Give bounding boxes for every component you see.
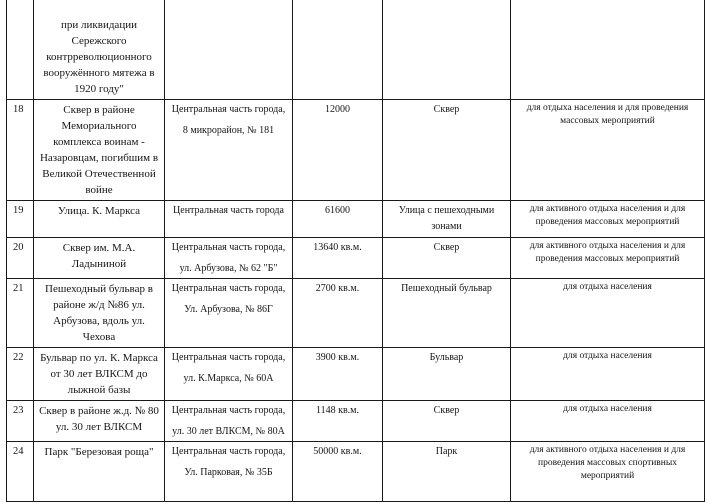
table-row — [7, 442, 705, 502]
cell-purpose: для отдыха населения — [511, 348, 705, 401]
cell-name: Бульвар по ул. К. Маркса от 30 лет ВЛКСМ до лыжной базы — [34, 348, 165, 401]
cell-address — [165, 201, 293, 238]
address-line-1: Центральная часть города, — [171, 352, 286, 363]
table-row — [7, 279, 705, 348]
address-line-2: ул. 30 лет ВЛКСМ, № 80А — [172, 426, 285, 437]
cell-address — [165, 348, 293, 401]
cell-number: 21 — [7, 279, 34, 348]
address-line-1: Центральная часть города, — [171, 104, 286, 115]
cell-purpose — [511, 0, 705, 100]
cell-name: Парк "Березовая роща" — [34, 442, 165, 502]
cell-type: Сквер — [383, 401, 511, 442]
cell-purpose: для активного отдыха населения и для проведения массовых мероприятий — [511, 238, 705, 279]
cell-address — [165, 442, 293, 502]
address-line-1: Центральная часть города, — [171, 405, 286, 416]
cell-type: Сквер — [383, 238, 511, 279]
address-line-2: ул. Арбузова, № 62 "Б" — [179, 263, 278, 274]
cell-address — [165, 0, 293, 100]
cell-purpose: для отдыха населения и для проведения массовых мероприятий — [511, 100, 705, 201]
table-row — [7, 201, 705, 238]
cell-name: Пешеходный бульвар в районе ж/д №86 ул. Арбузова, вдоль ул. Чехова — [34, 279, 165, 348]
cell-number: 24 — [7, 442, 34, 502]
address-line-1: Центральная часть города, — [171, 242, 286, 253]
cell-area: 12000 — [293, 100, 383, 201]
cell-area: 61600 — [293, 201, 383, 238]
cell-purpose: для отдыха населения — [511, 279, 705, 348]
cell-address — [165, 100, 293, 201]
green-spaces-table — [6, 0, 705, 502]
cell-number: 23 — [7, 401, 34, 442]
cell-type: Парк — [383, 442, 511, 502]
address-line-2: Ул. Арбузова, № 86Г — [184, 304, 273, 315]
address-line-2: ул. К.Маркса, № 60А — [183, 373, 274, 384]
cell-name: Сквер в районе ж.д. № 80 ул. 30 лет ВЛКСМ — [34, 401, 165, 442]
cell-name: Сквер им. М.А. Ладыниной — [34, 238, 165, 279]
cell-name: Улица. К. Маркса — [34, 201, 165, 238]
cell-type: Улица с пешеходными зонами — [383, 201, 511, 238]
cell-purpose: для активного отдыха населения и для проведения массовых мероприятий — [511, 201, 705, 238]
cell-number: 18 — [7, 100, 34, 201]
address-line-2: 8 микрорайон, № 181 — [182, 125, 275, 136]
cell-area: 50000 кв.м. — [293, 442, 383, 502]
cell-purpose: для отдыха населения — [511, 401, 705, 442]
cell-number: 22 — [7, 348, 34, 401]
cell-area: 13640 кв.м. — [293, 238, 383, 279]
cell-number: 19 — [7, 201, 34, 238]
address-line-2: Ул. Парковая, № 35Б — [184, 467, 273, 478]
cell-area: 2700 кв.м. — [293, 279, 383, 348]
table-row-continued — [7, 0, 705, 100]
address-line-1: Центральная часть города, — [171, 283, 286, 294]
cell-number — [7, 0, 34, 100]
table-row — [7, 238, 705, 279]
cell-address — [165, 238, 293, 279]
cell-number: 20 — [7, 238, 34, 279]
address-line-1: Центральная часть города, — [171, 446, 286, 457]
table-row — [7, 100, 705, 201]
cell-area — [293, 0, 383, 100]
cell-name: Сквер в районе Мемориального комплекса воинам - Назаровцам, погибшим в Великой Отечественной войне — [34, 100, 165, 201]
cell-area: 3900 кв.м. — [293, 348, 383, 401]
cell-type: Бульвар — [383, 348, 511, 401]
cell-name: при ликвидации Сережского контрреволюционного вооружённого мятежа в 1920 году" — [34, 0, 165, 100]
cell-address — [165, 279, 293, 348]
cell-address — [165, 401, 293, 442]
cell-type: Сквер — [383, 100, 511, 201]
table-row — [7, 348, 705, 401]
cell-type: Пешеходный бульвар — [383, 279, 511, 348]
cell-area: 1148 кв.м. — [293, 401, 383, 442]
table-row — [7, 401, 705, 442]
cell-purpose: для активного отдыха населения и для проведения массовых спортивных мероприятий — [511, 442, 705, 502]
cell-type — [383, 0, 511, 100]
address-line-1: Центральная часть города — [173, 205, 284, 216]
